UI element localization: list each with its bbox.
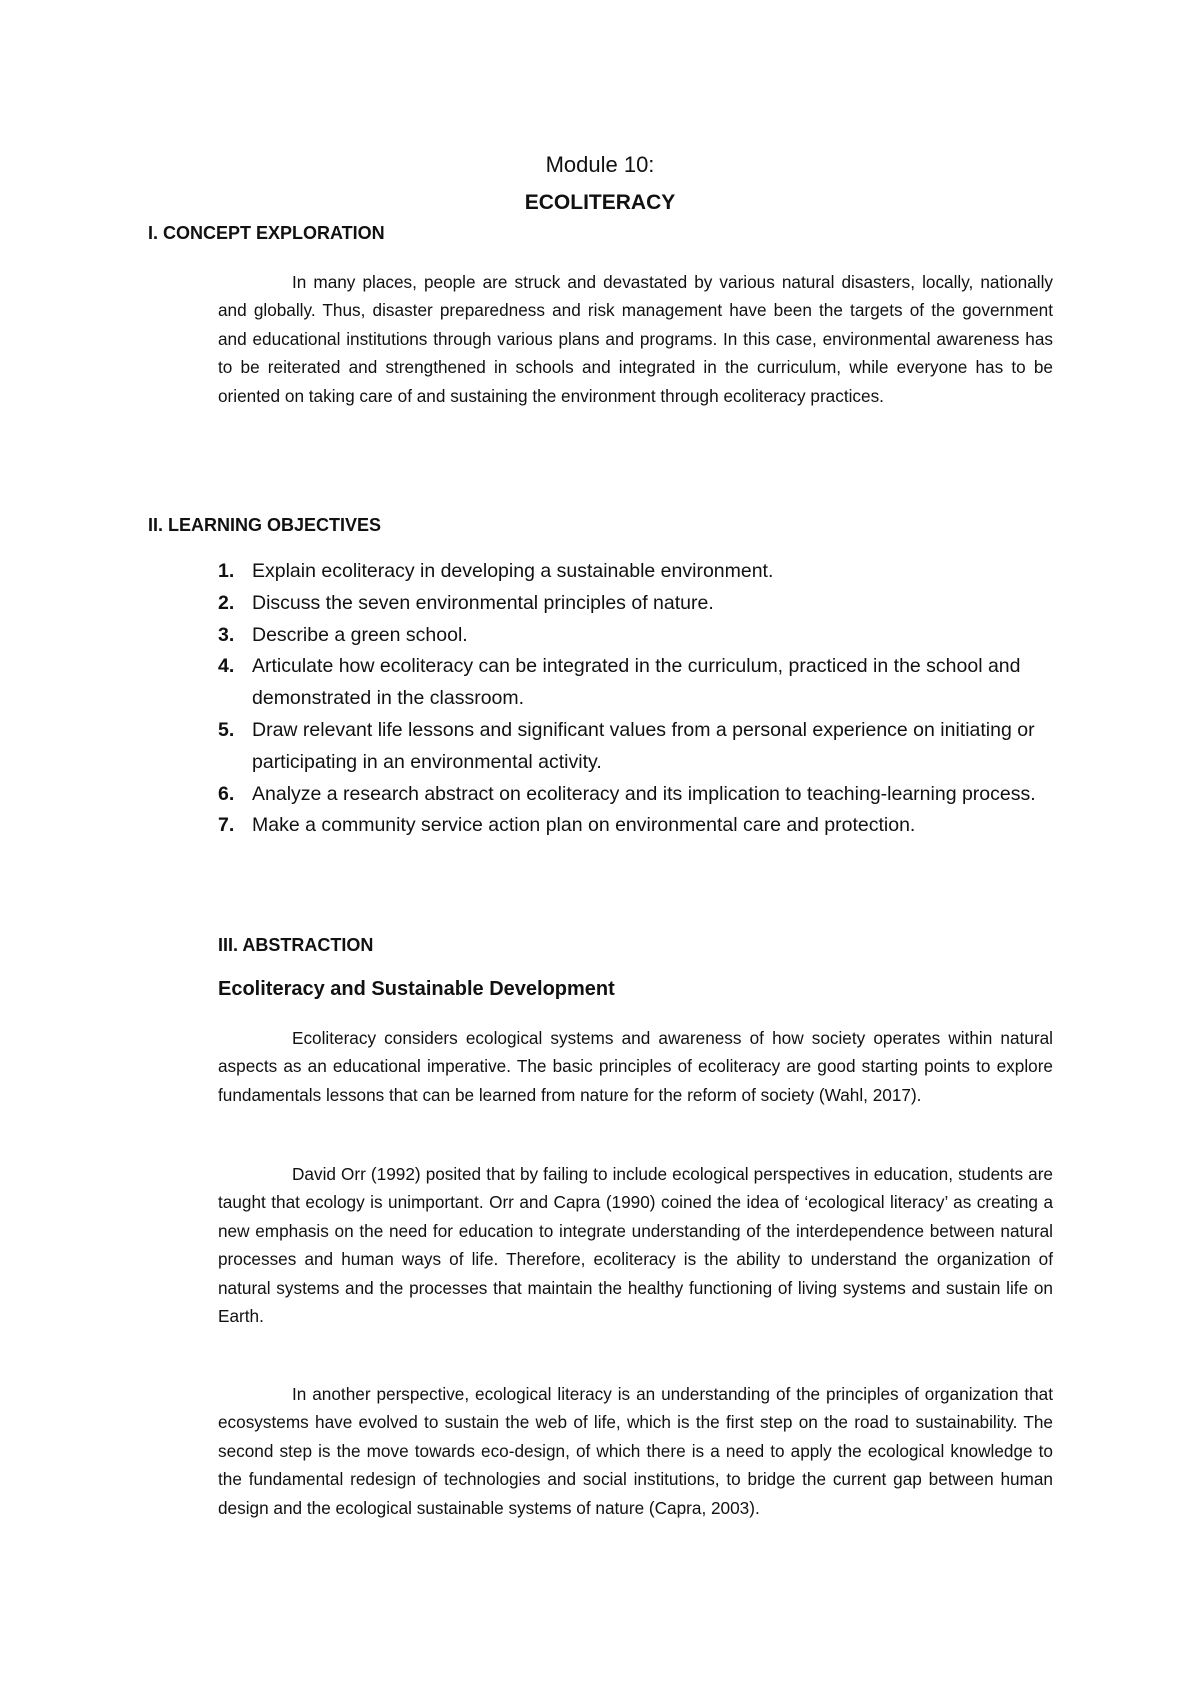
objective-number: 7. [218,814,235,837]
concept-exploration-heading: I. CONCEPT EXPLORATION [148,223,385,243]
concept-paragraph: In many places, people are struck and devastated by various natural disasters, locally, nationally and globally. Thus, disaster preparedness and risk management have been the targets of the government and educational institutions through various plans and programs. In this case, environmental awareness has to be reiterated and strengthened in schools and integrated in the curriculum, while everyone has to be oriented on taking care of and sustaining the environment through ecoliteracy practices. [218,272,1053,406]
objective-item [218,810,1068,842]
module-subtitle: ECOLITERACY [524,191,676,214]
abstraction-paragraph-3: In another perspective, ecological literacy is an understanding of the principles of organization that ecosystems have evolved to sustain the web of life, which is the first step on the road to sustainability. The second step is the move towards eco-design, of which there is a need to apply the ecological knowledge to the fundamental redesign of technologies and social institutions, to bridge the current gap between human design and the ecological sustainable systems of nature (Capra, 2003). [218,1384,1053,1518]
objective-text: Make a community service action plan on environmental care and protection. [252,814,916,837]
objective-item [218,620,1068,652]
module-title: Module 10: [545,152,655,177]
objective-text: Discuss the seven environmental principles of nature. [252,591,714,614]
abstraction-heading: III. ABSTRACTION [218,935,374,955]
objective-item [218,715,1068,779]
objective-text: Draw relevant life lessons and significant values from a personal experience on initiating or participating in an environmental activity. [252,718,1035,773]
objective-text: Analyze a research abstract on ecoliteracy and its implication to teaching-learning process. [252,782,1036,805]
objective-number: 1. [218,560,235,582]
objective-number: 3. [218,623,235,646]
abstraction-paragraph-1: Ecoliteracy considers ecological systems and awareness of how society operates within natural aspects as an educational imperative. The basic principles of ecoliteracy are good starting points to explore fundamentals lessons that can be learned from nature for the reform of society (Wahl, 2017). [218,1028,1053,1105]
objective-number: 4. [218,655,235,678]
abstraction-subheading: Ecoliteracy and Sustainable Development [218,978,615,1000]
objective-number: 2. [218,591,235,614]
learning-objectives-heading: II. LEARNING OBJECTIVES [148,515,382,535]
objectives-list [218,556,1068,842]
objective-number: 6. [218,782,235,805]
objective-text: Describe a green school. [252,623,468,646]
abstraction-paragraph-2: David Orr (1992) posited that by failing to include ecological perspectives in education, students are taught that ecology is unimportant. Orr and Capra (1990) coined the idea of ‘ecological literacy’ as creating a new emphasis on the need for education to integrate understanding of the interdependence between natural processes and human ways of life. Therefore, ecoliteracy is the ability to understand the organization of natural systems and the processes that maintain the healthy functioning of living systems and sustain life on Earth. [218,1164,1053,1327]
objective-item [218,779,1068,811]
objective-item [218,588,1068,620]
objective-text: Explain ecoliteracy in developing a sustainable environment. [252,560,774,582]
objective-text: Articulate how ecoliteracy can be integrated in the curriculum, practiced in the school and demonstrated in the classroom. [252,655,1021,710]
objective-item [218,651,1068,715]
objective-item [218,556,1068,588]
objective-number: 5. [218,718,235,741]
